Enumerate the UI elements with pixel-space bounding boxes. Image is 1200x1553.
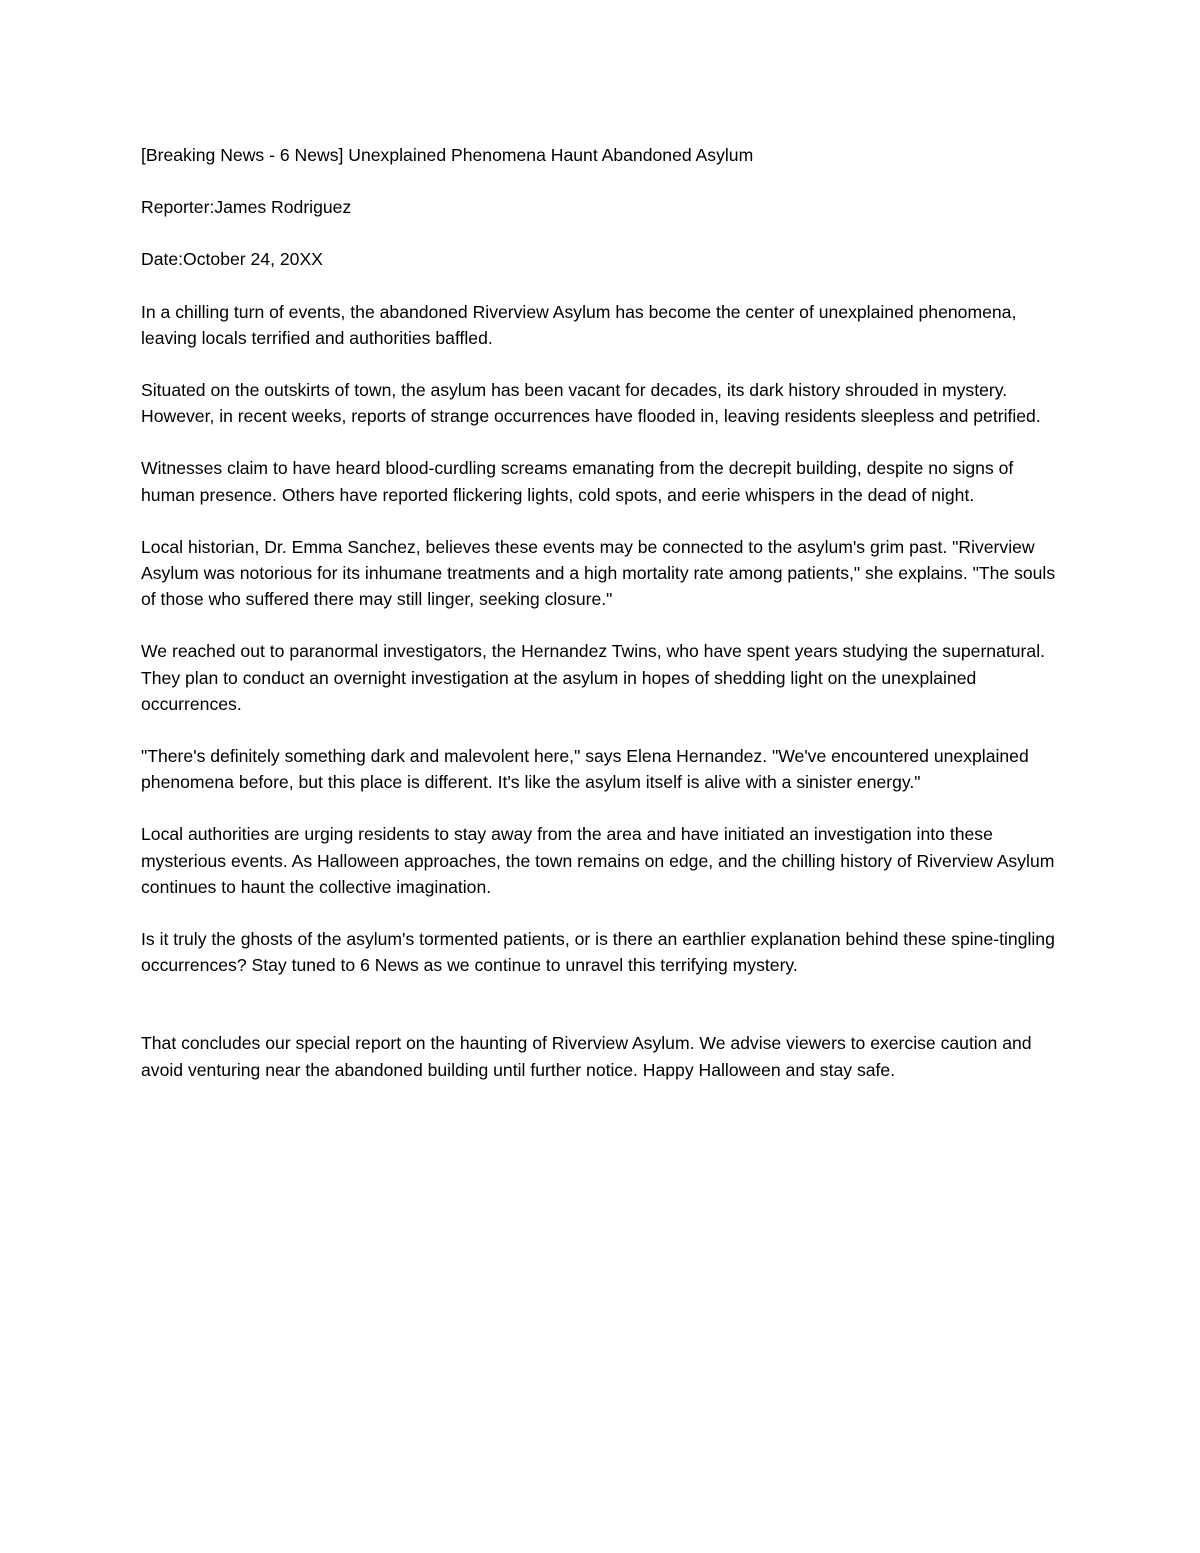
date-line: Date:October 24, 20XX bbox=[141, 249, 323, 270]
paragraph: In a chilling turn of events, the abandoned Riverview Asylum has become the center of unexplained phenomena, leaving locals terrified and authorities baffled. bbox=[141, 301, 1017, 348]
paragraph: Situated on the outskirts of town, the asylum has been vacant for decades, its dark history shrouded in mystery. However, in recent weeks, reports of strange occurrences have flooded in, leaving residents sleepless and petrified. bbox=[141, 380, 1041, 427]
paragraph: Local historian, Dr. Emma Sanchez, believes these events may be connected to the asylum's grim past. "Riverview Asylum was notorious for its inhumane treatments and a high mortality rate among patients," she explains. "The souls of those who suffered there may still linger, seeking closure." bbox=[141, 536, 1056, 610]
reporter-line: Reporter:James Rodriguez bbox=[141, 197, 352, 218]
document-body bbox=[141, 142, 1066, 1109]
paragraph: Is it truly the ghosts of the asylum's tormented patients, or is there an earthlier explanation behind these spine-tingling occurrences? Stay tuned to 6 News as we continue to unravel this terrifying mystery. bbox=[141, 929, 1055, 976]
closing-paragraph: That concludes our special report on the haunting of Riverview Asylum. We advise viewers to exercise caution and avoid venturing near the abandoned building until further notice. Happy Halloween and stay safe. bbox=[141, 1033, 1032, 1080]
paragraph: Local authorities are urging residents to stay away from the area and have initiated an investigation into these mysterious events. As Halloween approaches, the town remains on edge, and the chilling history of Riverview Asylum continues to haunt the collective imagination. bbox=[141, 824, 1055, 897]
paragraph: We reached out to paranormal investigators, the Hernandez Twins, who have spent years studying the supernatural. They plan to conduct an overnight investigation at the asylum in hopes of shedding light on the unexplained occurrences. bbox=[141, 641, 1045, 714]
headline: [Breaking News - 6 News] Unexplained Phenomena Haunt Abandoned Asylum bbox=[141, 145, 754, 165]
paragraph: Witnesses claim to have heard blood-curdling screams emanating from the decrepit building, despite no signs of human presence. Others have reported flickering lights, cold spots, and eerie whispers in the dead of night. bbox=[141, 458, 1014, 505]
paragraph: "There's definitely something dark and malevolent here," says Elena Hernandez. "We've encountered unexplained phenomena before, but this place is different. It's like the asylum itself is alive with a sinister energy." bbox=[141, 746, 1029, 793]
